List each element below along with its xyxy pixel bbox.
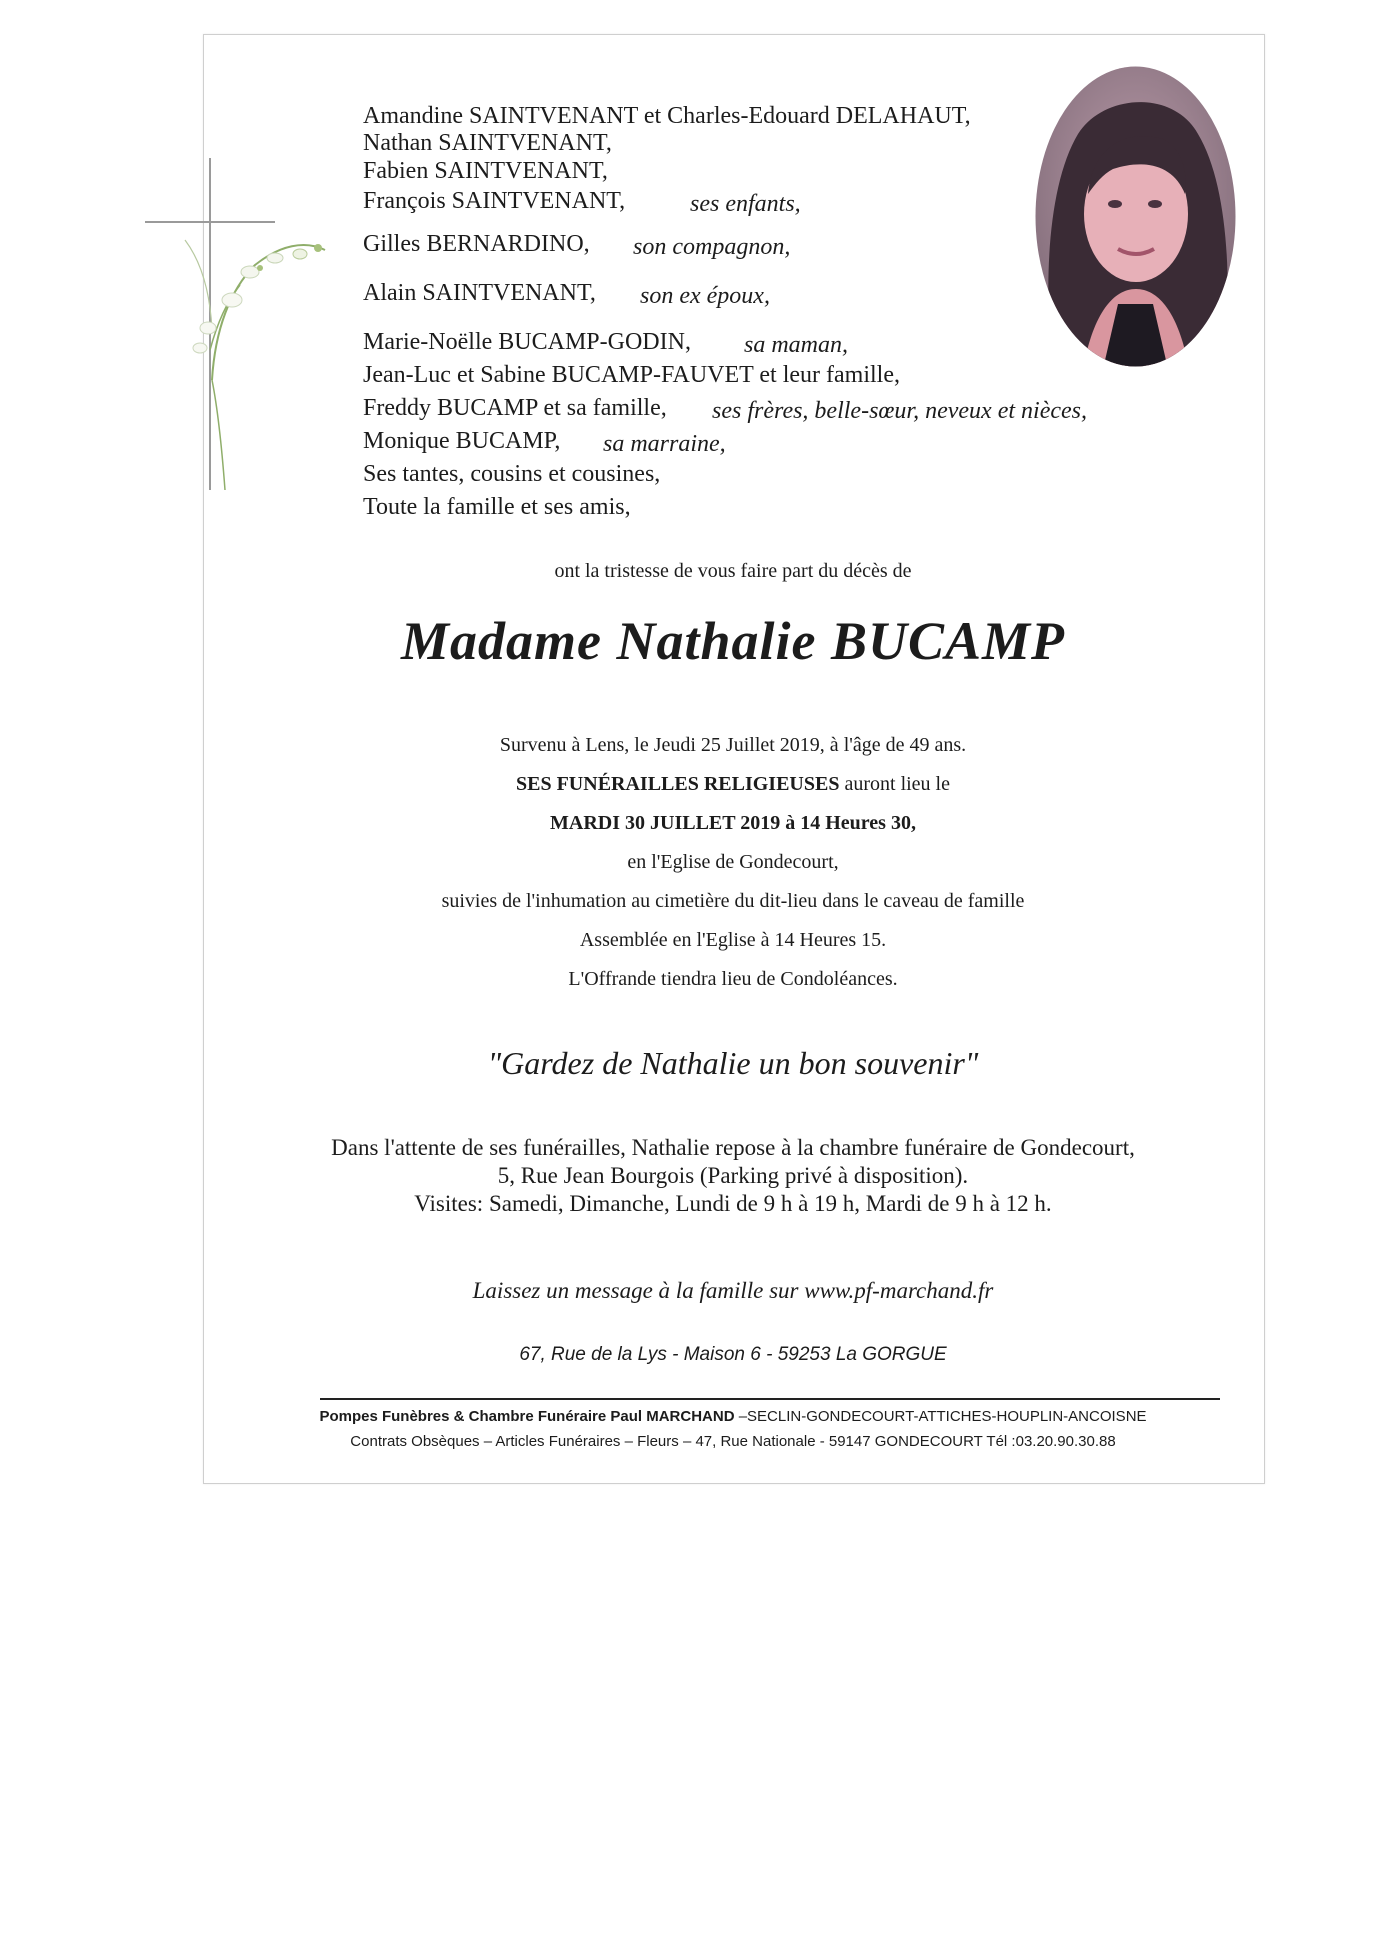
family-relation: son compagnon, <box>633 234 791 260</box>
portrait-photo <box>1033 64 1238 369</box>
visit-line: Dans l'attente de ses funérailles, Nathalie repose à la chambre funéraire de Gondecourt, <box>331 1135 1135 1160</box>
visit-line: Visites: Samedi, Dimanche, Lundi de 9 h à 19 h, Mardi de 9 h à 12 h. <box>414 1191 1052 1216</box>
address-line: 67, Rue de la Lys - Maison 6 - 59253 La GORGUE <box>519 1344 947 1365</box>
memorial-quote: "Gardez de Nathalie un bon souvenir" <box>487 1045 979 1081</box>
cross-with-flowers-icon <box>140 150 340 500</box>
funeral-date: MARDI 30 JUILLET 2019 à 14 Heures 30, <box>550 812 916 834</box>
family-line: Marie-Noëlle BUCAMP-GODIN, <box>363 329 691 355</box>
family-line: Gilles BERNARDINO, <box>363 231 590 257</box>
family-line: Fabien SAINTVENANT, <box>363 158 608 184</box>
detail-line: L'Offrande tiendra lieu de Condoléances. <box>568 968 898 990</box>
family-line: Jean-Luc et Sabine BUCAMP-FAUVET et leur famille, <box>363 362 900 388</box>
family-line: François SAINTVENANT, <box>363 188 626 214</box>
family-line: Monique BUCAMP, <box>363 428 561 454</box>
intro-text: ont la tristesse de vous faire part du décès de <box>554 560 912 582</box>
detail-line: Assemblée en l'Eglise à 14 Heures 15. <box>579 929 887 951</box>
family-line: Toute la famille et ses amis, <box>363 494 631 520</box>
detail-line: Survenu à Lens, le Jeudi 25 Juillet 2019, à l'âge de 49 ans. <box>499 734 967 756</box>
family-relation: sa maman, <box>744 332 849 358</box>
message-line: Laissez un message à la famille sur www.pf-marchand.fr <box>472 1278 994 1303</box>
family-line: Nathan SAINTVENANT, <box>363 130 612 156</box>
deceased-name: Madame Nathalie BUCAMP <box>400 611 1066 671</box>
family-relation: son ex époux, <box>640 283 770 309</box>
funeral-line: SES FUNÉRAILLES RELIGIEUSES auront lieu le <box>516 773 950 795</box>
family-relation: ses frères, belle-sœur, neveux et nièces, <box>712 398 1087 424</box>
family-line: Amandine SAINTVENANT et Charles-Edouard DELAHAUT, <box>363 103 971 129</box>
family-relation: sa marraine, <box>603 431 726 457</box>
family-line: Alain SAINTVENANT, <box>363 280 596 306</box>
footer-divider <box>320 1398 1220 1400</box>
footer-line: Contrats Obsèques – Articles Funéraires – Fleurs – 47, Rue Nationale - 59147 GONDECOURT Tél :03.20.90.30.88 <box>350 1433 1116 1450</box>
detail-line: en l'Eglise de Gondecourt, <box>627 851 839 873</box>
visit-line: 5, Rue Jean Bourgois (Parking privé à disposition). <box>497 1163 969 1188</box>
footer-line: Pompes Funèbres & Chambre Funéraire Paul MARCHAND –SECLIN-GONDECOURT-ATTICHES-HOUPLIN-ANCOISNE <box>319 1408 1147 1425</box>
family-line: Ses tantes, cousins et cousines, <box>363 461 661 487</box>
family-relation: ses enfants, <box>690 191 801 217</box>
detail-line: suivies de l'inhumation au cimetière du dit-lieu dans le caveau de famille <box>441 890 1025 912</box>
family-line: Freddy BUCAMP et sa famille, <box>363 395 667 421</box>
